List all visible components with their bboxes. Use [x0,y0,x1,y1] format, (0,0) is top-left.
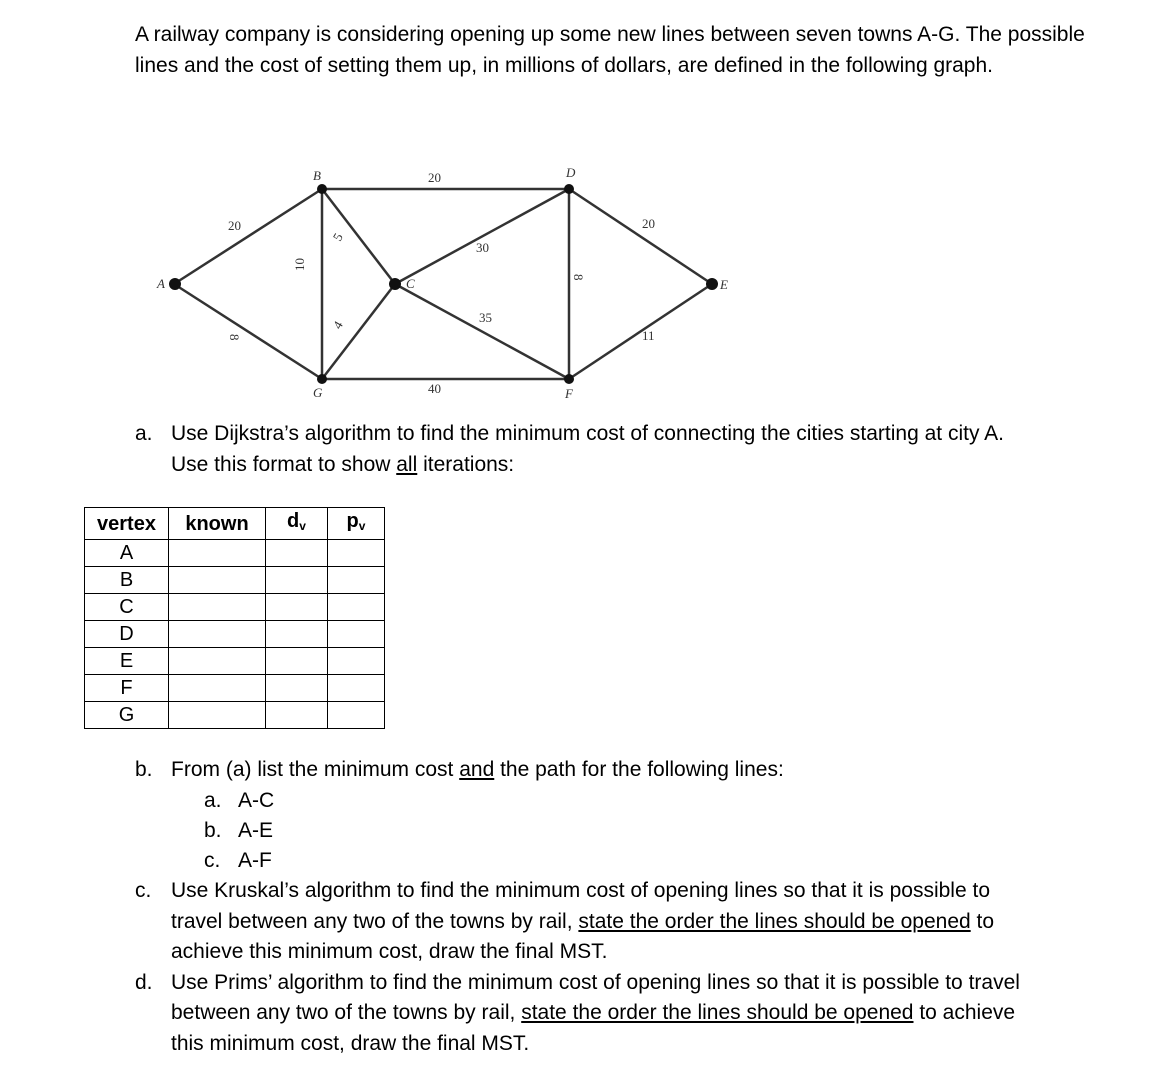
question-c-text-2a: travel between any two of the towns by rail, [171,910,579,933]
known-cell[interactable] [169,567,266,594]
item-text: A-F [238,849,272,872]
vertex-cell: A [85,540,169,567]
node-label-e: E [720,277,728,292]
weight-d-e: 20 [642,216,655,231]
weight-d-f: 8 [571,274,586,281]
known-cell[interactable] [169,675,266,702]
question-b-marker: b. [135,758,153,781]
pv-cell[interactable] [328,648,385,675]
pv-cell[interactable] [328,621,385,648]
col-vertex: vertex [85,508,169,540]
question-d-line3 [171,1029,529,1059]
table-row [85,594,385,621]
table-header-row [85,508,385,540]
weight-c-f: 35 [479,310,492,325]
node-label-a: A [157,276,165,291]
question-a-marker: a. [135,422,153,445]
known-cell[interactable] [169,648,266,675]
question-a-text-2a: Use this format to show [171,453,397,476]
vertex-cell: D [85,621,169,648]
table-row [85,567,385,594]
known-cell[interactable] [169,540,266,567]
node-c [389,278,401,290]
item-marker: b. [204,819,222,842]
question-c-marker: c. [135,879,152,902]
col-known: known [169,508,266,540]
dv-cell[interactable] [266,594,328,621]
edge-c-f [395,284,569,379]
node-a [169,278,181,290]
question-b-text-b: the path for the following lines: [494,758,784,781]
pv-cell[interactable] [328,594,385,621]
edge-c-d [395,189,569,284]
item-text: A-C [238,789,275,812]
weight-a-g: 8 [227,334,242,341]
weight-b-c: 5 [329,230,346,244]
question-c-text-3: achieve this minimum cost, draw the final MST. [171,940,608,963]
weight-e-f: 11 [642,328,655,343]
known-cell[interactable] [169,621,266,648]
question-a-line2 [171,450,514,480]
node-g [317,374,327,384]
dv-cell[interactable] [266,702,328,729]
col-dv-sub: v [299,519,306,533]
node-d [564,184,574,194]
table-row [85,675,385,702]
question-b-item [204,786,274,816]
pv-cell[interactable] [328,567,385,594]
question-d-marker: d. [135,971,153,994]
pv-cell[interactable] [328,702,385,729]
edge-d-e [569,189,712,284]
vertex-cell: E [85,648,169,675]
question-b-line [135,755,784,785]
weight-c-d: 30 [476,240,489,255]
intro-paragraph: A railway company is considering opening up some new lines between seven towns A-G. The possible lines and the cost of setting them up, in millions of dollars, are defined in the following graph. [135,23,1085,77]
edge-e-f [569,284,712,379]
question-b-item [204,846,272,876]
vertex-cell: F [85,675,169,702]
question-d-underline: state the order the lines should be opened [521,1001,914,1024]
table-row [85,621,385,648]
known-cell[interactable] [169,702,266,729]
col-pv [328,508,385,540]
question-d-line1 [135,968,1020,998]
question-c-line3 [171,937,608,967]
item-marker: c. [204,849,221,872]
vertex-cell: B [85,567,169,594]
edge-a-g [174,284,322,379]
question-c-line2 [171,907,994,937]
question-a-text-2b: iterations: [417,453,515,476]
col-pv-sub: v [358,519,366,533]
question-a-underline: all [396,453,418,476]
dv-cell[interactable] [266,648,328,675]
question-c-text-2b: to [970,910,995,933]
question-d-text-1: Use Prims’ algorithm to find the minimum cost of opening lines so that it is possible to travel [171,971,1020,994]
question-b-underline: and [459,758,495,781]
vertex-cell: C [85,594,169,621]
question-d-text-2b: to achieve [913,1001,1016,1024]
vertex-cell: G [85,702,169,729]
col-pv-main: p [346,510,359,532]
table-row [85,540,385,567]
question-d-text-3: this minimum cost, draw the final MST. [171,1032,530,1055]
weight-c-g: 4 [329,318,346,332]
question-b-item [204,816,273,846]
known-cell[interactable] [169,594,266,621]
question-c-underline: state the order the lines should be opened [578,910,971,933]
node-e [706,278,718,290]
dijkstra-table [84,507,385,729]
weight-g-f: 40 [428,381,441,396]
table-row [85,648,385,675]
railway-graph [0,0,1170,420]
col-dv-main: d [287,510,300,532]
weight-b-d: 20 [428,170,441,185]
dv-cell[interactable] [266,567,328,594]
question-d-text-2a: between any two of the towns by rail, [171,1001,522,1024]
node-label-c: C [406,276,415,291]
question-a-text-1: Use Dijkstra’s algorithm to find the minimum cost of connecting the cities starting at city A. [171,422,1004,445]
question-a-line1 [135,419,1004,449]
pv-cell[interactable] [328,540,385,567]
question-c-text-1: Use Kruskal’s algorithm to find the minimum cost of opening lines so that it is possible to [171,879,990,902]
col-dv [266,508,328,540]
item-text: A-E [238,819,274,842]
node-label-f: F [565,386,573,401]
node-f [564,374,574,384]
node-b [317,184,327,194]
node-label-b: B [313,168,321,183]
node-label-g: G [313,385,323,400]
dv-cell[interactable] [266,675,328,702]
pv-cell[interactable] [328,675,385,702]
item-marker: a. [204,789,222,812]
question-d-line2 [171,998,1015,1028]
question-c-line1 [135,876,990,906]
question-b-text-a: From (a) list the minimum cost [171,758,460,781]
dv-cell[interactable] [266,621,328,648]
weight-b-g: 10 [292,258,307,271]
weight-a-b: 20 [228,218,241,233]
table-row [85,702,385,729]
dv-cell[interactable] [266,540,328,567]
edge-c-g [322,284,395,379]
node-label-d: D [566,165,576,180]
